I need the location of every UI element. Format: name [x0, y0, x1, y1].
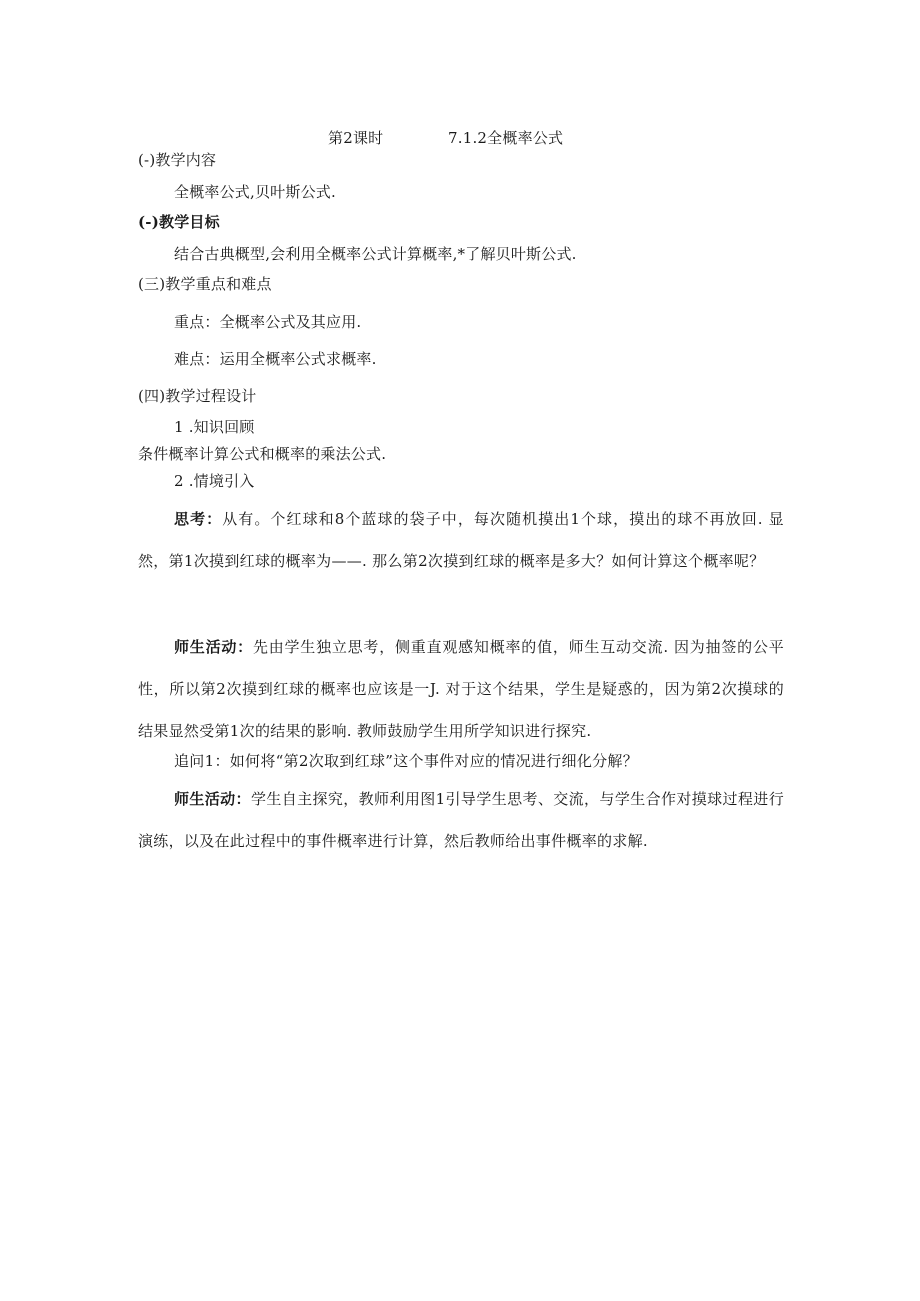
difficult-point-text: 难点：运用全概率公式求概率.	[174, 350, 377, 368]
section-content-text: 全概率公式,贝叶斯公式.	[174, 183, 336, 201]
section-heading-content: (-)教学内容	[138, 151, 217, 169]
section-goals-text: 结合古典概型,会利用全概率公式计算概率,*了解贝叶斯公式.	[174, 245, 577, 263]
lesson-title	[328, 128, 563, 148]
activity-2-text: 学生自主探究，教师利用图1引导学生思考、交流，与学生合作对摸球过程进行演练，以及在此过程中的事件概率进行计算，然后教师给出事件概率的求解.	[138, 790, 784, 850]
think-text: 从有。个红球和8个蓝球的袋子中，每次随机摸出1个球，摸出的球不再放回. 显然，第1次摸到红球的概率为——. 那么第2次摸到红球的概率是多大？如何计算这个概率呢？	[138, 510, 784, 570]
section-heading-process: (四)教学过程设计	[138, 387, 257, 405]
process-item-1-label: 1 .知识回顾	[174, 418, 255, 436]
process-item-2-label: 2 .情境引入	[174, 472, 255, 490]
think-paragraph	[138, 498, 784, 582]
section-heading-goals: (-)教学目标	[138, 213, 220, 231]
followup-paragraph	[138, 740, 784, 782]
section-heading-keypoints: (三)教学重点和难点	[138, 275, 272, 293]
think-label: 思考：	[174, 510, 223, 528]
key-point-text: 重点：全概率公式及其应用.	[174, 313, 362, 331]
activity-2-label: 师生活动：	[174, 790, 251, 808]
lesson-topic: 7.1.2全概率公式	[448, 129, 564, 147]
process-item-1-text: 条件概率计算公式和概率的乘法公式.	[138, 445, 387, 463]
lesson-number: 第2课时	[328, 129, 384, 147]
activity-1-paragraph	[138, 626, 784, 752]
activity-1-label: 师生活动：	[174, 638, 253, 656]
followup-text: 追问1：如何将“第2次取到红球”这个事件对应的情况进行细化分解？	[174, 752, 639, 770]
activity-1-text: 先由学生独立思考，侧重直观感知概率的值，师生互动交流. 因为抽签的公平性，所以第2次摸到红球的概率也应该是一J. 对于这个结果，学生是疑惑的，因为第2次摸球的结果显然受第1次的结果的影响. 教师鼓励学生用所学知识进行探究.	[138, 638, 784, 740]
activity-2-paragraph	[138, 778, 784, 862]
